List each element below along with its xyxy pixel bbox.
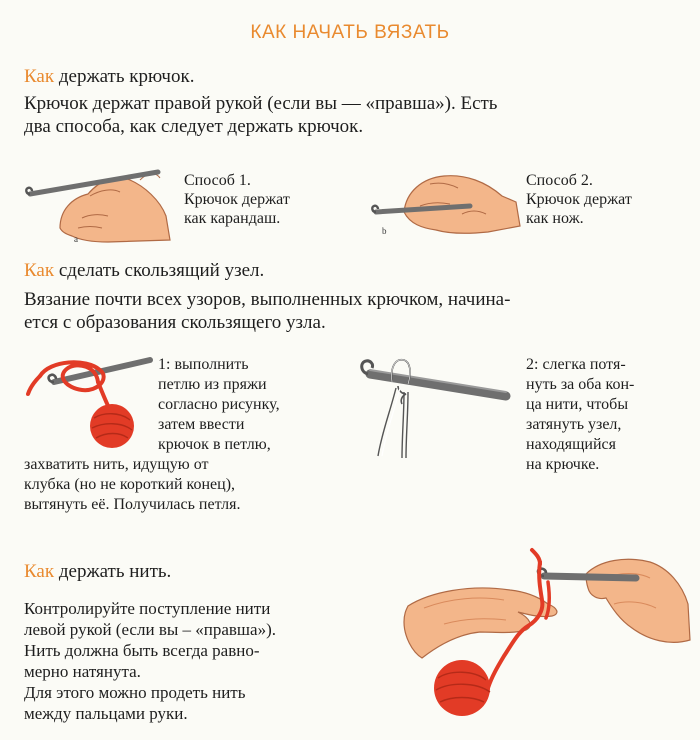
caption-line: захватить нить, идущую от — [24, 456, 209, 473]
heading-accent: Как — [24, 66, 55, 87]
method-b-caption — [526, 171, 632, 228]
heading-accent: Как — [24, 260, 55, 281]
hook-slip-knot-icon — [356, 352, 512, 462]
caption-line: согласно рисунку, — [158, 396, 280, 413]
caption-line: 2: слегка потя- — [526, 356, 626, 373]
text-line: Крючок держат правой рукой (если вы — «правша»). Есть — [24, 93, 498, 114]
caption-line: Способ 2. — [526, 172, 593, 189]
text-line: ется с образования скользящего узла. — [24, 312, 326, 333]
caption-line: находящийся — [526, 436, 616, 453]
caption-line: на крючке. — [526, 456, 600, 473]
page-title: КАК НАЧАТЬ ВЯЗАТЬ — [250, 22, 450, 43]
step2-caption — [526, 355, 634, 475]
caption-line: крючок в петлю, — [158, 436, 271, 453]
caption-line: петлю из пряжи — [158, 376, 267, 393]
hand-knife-grip-icon — [370, 162, 520, 244]
hands-holding-yarn-icon — [400, 548, 690, 728]
section1-text — [24, 92, 497, 138]
caption-line: как нож. — [526, 210, 584, 227]
text-line: мерно натянута. — [24, 662, 141, 681]
text-line: Контролируйте поступление нити — [24, 599, 271, 618]
section2-text — [24, 288, 510, 334]
caption-line: вытянуть её. Получилась петля. — [24, 496, 241, 513]
hand-pencil-grip-icon — [20, 158, 170, 248]
caption-line: как карандаш. — [184, 210, 281, 227]
section-heading-slip-knot — [24, 260, 264, 282]
caption-line: Крючок держат — [184, 191, 290, 208]
caption-line: 1: выполнить — [158, 356, 249, 373]
section3-text — [24, 598, 276, 724]
step1-caption — [24, 355, 280, 515]
text-line: два способа, как следует держать крючок. — [24, 116, 364, 137]
section-heading-hold-hook — [24, 66, 194, 88]
caption-line: нуть за оба кон- — [526, 376, 635, 393]
method-b-label: b — [382, 226, 387, 236]
section-heading-hold-yarn — [24, 561, 171, 583]
text-line: Для этого можно продеть нить — [24, 683, 246, 702]
method-a-caption — [184, 171, 290, 228]
text-line: Нить должна быть всегда равно- — [24, 641, 260, 660]
text-line: Вязание почти всех узоров, выполненных крючком, начина- — [24, 289, 511, 310]
caption-line: Крючок держат — [526, 191, 632, 208]
text-line: левой рукой (если вы – «правша»). — [24, 620, 276, 639]
caption-line: затянуть узел, — [526, 416, 622, 433]
method-a-label: a — [74, 234, 78, 244]
text-line: между пальцами руки. — [24, 704, 188, 723]
heading-accent: Как — [24, 561, 55, 582]
caption-line: ца нити, чтобы — [526, 396, 629, 413]
caption-line: клубка (но не короткий конец), — [24, 476, 236, 493]
heading-rest: держать нить. — [54, 561, 172, 582]
heading-rest: держать крючок. — [54, 66, 195, 87]
caption-line: Способ 1. — [184, 172, 251, 189]
caption-line: затем ввести — [158, 416, 245, 433]
heading-rest: сделать скользящий узел. — [54, 260, 265, 281]
